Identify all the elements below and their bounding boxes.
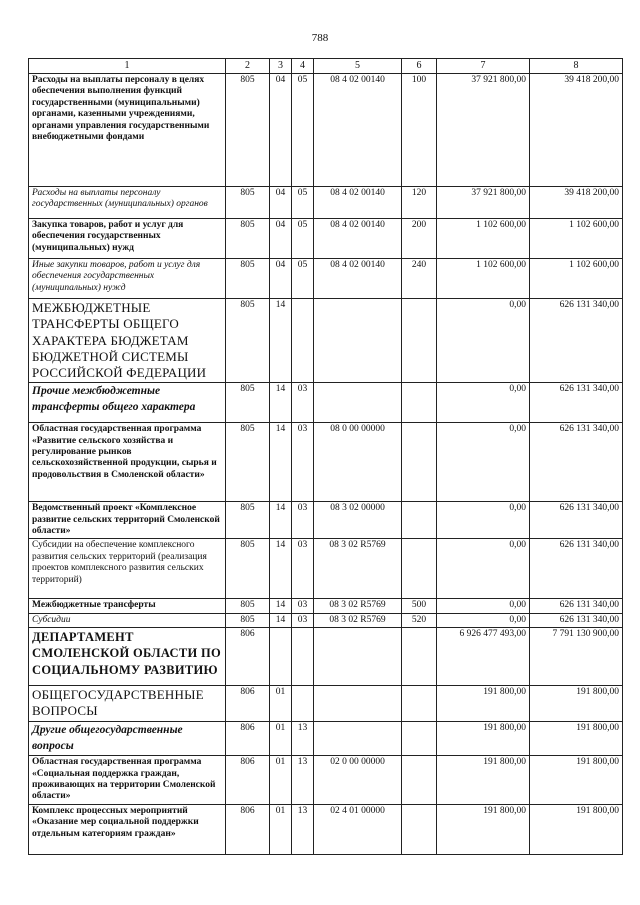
column-header: 7	[437, 59, 530, 74]
amount-year-1: 37 921 800,00	[437, 187, 530, 219]
column-header: 2	[226, 59, 270, 74]
subsection-code	[292, 686, 314, 722]
expense-type-code: 100	[402, 74, 437, 187]
amount-year-1: 191 800,00	[437, 722, 530, 756]
amount-year-1: 6 926 477 493,00	[437, 628, 530, 686]
section-code: 04	[270, 219, 292, 259]
amount-year-2: 39 418 200,00	[530, 187, 623, 219]
table-row	[29, 804, 623, 854]
expense-type-code	[402, 423, 437, 502]
amount-year-2: 626 131 340,00	[530, 613, 623, 627]
glava-code: 805	[226, 599, 270, 613]
expense-type-code	[402, 756, 437, 805]
expense-type-code	[402, 299, 437, 383]
section-code: 01	[270, 722, 292, 756]
glava-code: 805	[226, 502, 270, 539]
amount-year-1: 1 102 600,00	[437, 219, 530, 259]
expense-type-code	[402, 383, 437, 423]
expense-type-code	[402, 804, 437, 854]
glava-code: 805	[226, 613, 270, 627]
target-article-code	[314, 686, 402, 722]
section-code: 14	[270, 299, 292, 383]
subsection-code: 03	[292, 613, 314, 627]
column-header: 5	[314, 59, 402, 74]
section-code: 14	[270, 599, 292, 613]
table-row	[29, 423, 623, 502]
section-code	[270, 628, 292, 686]
amount-year-1: 0,00	[437, 423, 530, 502]
column-header: 3	[270, 59, 292, 74]
glava-code: 806	[226, 756, 270, 805]
row-name: Расходы на выплаты персоналу государственных (муниципальных) органов	[29, 187, 226, 219]
subsection-code: 03	[292, 423, 314, 502]
section-code: 01	[270, 804, 292, 854]
amount-year-2: 626 131 340,00	[530, 539, 623, 599]
glava-code: 806	[226, 804, 270, 854]
target-article-code: 08 3 02 R5769	[314, 539, 402, 599]
column-header: 1	[29, 59, 226, 74]
row-name: Субсидии	[29, 613, 226, 627]
amount-year-1: 0,00	[437, 539, 530, 599]
table-row	[29, 599, 623, 613]
amount-year-2: 191 800,00	[530, 756, 623, 805]
row-name: Закупка товаров, работ и услуг для обеспечения государственных (муниципальных) нужд	[29, 219, 226, 259]
section-code: 14	[270, 423, 292, 502]
table-row	[29, 756, 623, 805]
subsection-code: 03	[292, 599, 314, 613]
amount-year-1: 0,00	[437, 299, 530, 383]
section-code: 14	[270, 539, 292, 599]
row-name: Субсидии на обеспечение комплексного развития сельских территорий (реализация проектов комплексного развития сельских территорий)	[29, 539, 226, 599]
section-code: 14	[270, 383, 292, 423]
table-row	[29, 613, 623, 627]
column-header: 6	[402, 59, 437, 74]
glava-code: 806	[226, 686, 270, 722]
amount-year-1: 37 921 800,00	[437, 74, 530, 187]
target-article-code	[314, 299, 402, 383]
amount-year-2: 1 102 600,00	[530, 219, 623, 259]
expense-type-code: 240	[402, 259, 437, 299]
column-header: 8	[530, 59, 623, 74]
subsection-code: 13	[292, 756, 314, 805]
expense-type-code: 200	[402, 219, 437, 259]
subsection-code: 03	[292, 502, 314, 539]
row-name: Иные закупки товаров, работ и услуг для обеспечения государственных (муниципальных) нужд	[29, 259, 226, 299]
table-row	[29, 722, 623, 756]
subsection-code: 05	[292, 219, 314, 259]
table-header-row	[29, 59, 623, 74]
table-row	[29, 686, 623, 722]
section-code: 04	[270, 187, 292, 219]
amount-year-1: 0,00	[437, 383, 530, 423]
section-code: 14	[270, 613, 292, 627]
row-name: Областная государственная программа «Развитие сельского хозяйства и регулирование рынков сельскохозяйственной продукции, сырья и продовольствия в Смоленской области»	[29, 423, 226, 502]
amount-year-2: 626 131 340,00	[530, 383, 623, 423]
amount-year-1: 0,00	[437, 613, 530, 627]
amount-year-2: 626 131 340,00	[530, 423, 623, 502]
amount-year-2: 191 800,00	[530, 686, 623, 722]
expense-type-code: 520	[402, 613, 437, 627]
glava-code: 805	[226, 219, 270, 259]
page-number: 788	[311, 32, 329, 44]
glava-code: 805	[226, 383, 270, 423]
row-name: МЕЖБЮДЖЕТНЫЕ ТРАНСФЕРТЫ ОБЩЕГО ХАРАКТЕРА БЮДЖЕТАМ БЮДЖЕТНОЙ СИСТЕМЫ РОССИЙСКОЙ ФЕДЕРАЦИИ	[29, 299, 226, 383]
target-article-code: 08 4 02 00140	[314, 219, 402, 259]
expense-type-code	[402, 628, 437, 686]
column-header: 4	[292, 59, 314, 74]
row-name: Комплекс процессных мероприятий «Оказание мер социальной поддержки отдельным категориям граждан»	[29, 804, 226, 854]
target-article-code: 08 4 02 00140	[314, 187, 402, 219]
amount-year-2: 191 800,00	[530, 804, 623, 854]
target-article-code: 08 3 02 00000	[314, 502, 402, 539]
glava-code: 805	[226, 259, 270, 299]
glava-code: 805	[226, 299, 270, 383]
section-code: 14	[270, 502, 292, 539]
row-name: Ведомственный проект «Комплексное развитие сельских территорий Смоленской области»	[29, 502, 226, 539]
glava-code: 805	[226, 423, 270, 502]
table-row	[29, 74, 623, 187]
target-article-code: 02 0 00 00000	[314, 756, 402, 805]
subsection-code: 05	[292, 259, 314, 299]
subsection-code: 03	[292, 383, 314, 423]
row-name: ОБЩЕГОСУДАРСТВЕННЫЕ ВОПРОСЫ	[29, 686, 226, 722]
row-name: Прочие межбюджетные трансферты общего характера	[29, 383, 226, 423]
section-code: 04	[270, 74, 292, 187]
amount-year-2: 7 791 130 900,00	[530, 628, 623, 686]
row-name: Другие общегосударственные вопросы	[29, 722, 226, 756]
glava-code: 806	[226, 722, 270, 756]
amount-year-1: 191 800,00	[437, 756, 530, 805]
expense-type-code	[402, 502, 437, 539]
amount-year-1: 191 800,00	[437, 804, 530, 854]
expense-type-code	[402, 686, 437, 722]
subsection-code	[292, 299, 314, 383]
table-row	[29, 187, 623, 219]
subsection-code: 05	[292, 74, 314, 187]
glava-code: 805	[226, 187, 270, 219]
expense-type-code: 500	[402, 599, 437, 613]
amount-year-1: 1 102 600,00	[437, 259, 530, 299]
section-code: 01	[270, 756, 292, 805]
table-row	[29, 259, 623, 299]
glava-code: 805	[226, 74, 270, 187]
subsection-code: 03	[292, 539, 314, 599]
amount-year-2: 626 131 340,00	[530, 502, 623, 539]
table-row	[29, 628, 623, 686]
target-article-code	[314, 628, 402, 686]
target-article-code: 08 0 00 00000	[314, 423, 402, 502]
table-row	[29, 539, 623, 599]
glava-code: 805	[226, 539, 270, 599]
subsection-code: 13	[292, 722, 314, 756]
target-article-code: 02 4 01 00000	[314, 804, 402, 854]
section-code: 04	[270, 259, 292, 299]
expense-type-code	[402, 722, 437, 756]
target-article-code: 08 4 02 00140	[314, 74, 402, 187]
amount-year-2: 1 102 600,00	[530, 259, 623, 299]
section-code: 01	[270, 686, 292, 722]
table-row	[29, 383, 623, 423]
amount-year-2: 191 800,00	[530, 722, 623, 756]
subsection-code: 05	[292, 187, 314, 219]
row-name: ДЕПАРТАМЕНТ СМОЛЕНСКОЙ ОБЛАСТИ ПО СОЦИАЛЬНОМУ РАЗВИТИЮ	[29, 628, 226, 686]
amount-year-2: 626 131 340,00	[530, 299, 623, 383]
subsection-code: 13	[292, 804, 314, 854]
amount-year-2: 626 131 340,00	[530, 599, 623, 613]
target-article-code: 08 3 02 R5769	[314, 613, 402, 627]
expense-type-code: 120	[402, 187, 437, 219]
subsection-code	[292, 628, 314, 686]
table-row	[29, 299, 623, 383]
amount-year-1: 191 800,00	[437, 686, 530, 722]
amount-year-2: 39 418 200,00	[530, 74, 623, 187]
expense-type-code	[402, 539, 437, 599]
target-article-code	[314, 722, 402, 756]
target-article-code	[314, 383, 402, 423]
budget-table	[28, 58, 623, 855]
row-name: Межбюджетные трансферты	[29, 599, 226, 613]
target-article-code: 08 3 02 R5769	[314, 599, 402, 613]
row-name: Областная государственная программа «Социальная поддержка граждан, проживающих на территории Смоленской области»	[29, 756, 226, 805]
glava-code: 806	[226, 628, 270, 686]
amount-year-1: 0,00	[437, 599, 530, 613]
table-row	[29, 502, 623, 539]
amount-year-1: 0,00	[437, 502, 530, 539]
table-row	[29, 219, 623, 259]
row-name: Расходы на выплаты персоналу в целях обеспечения выполнения функций государственными (муниципальными) органами, казенными учреждениями, органами управления государственными внебюджетными фондами	[29, 74, 226, 187]
target-article-code: 08 4 02 00140	[314, 259, 402, 299]
